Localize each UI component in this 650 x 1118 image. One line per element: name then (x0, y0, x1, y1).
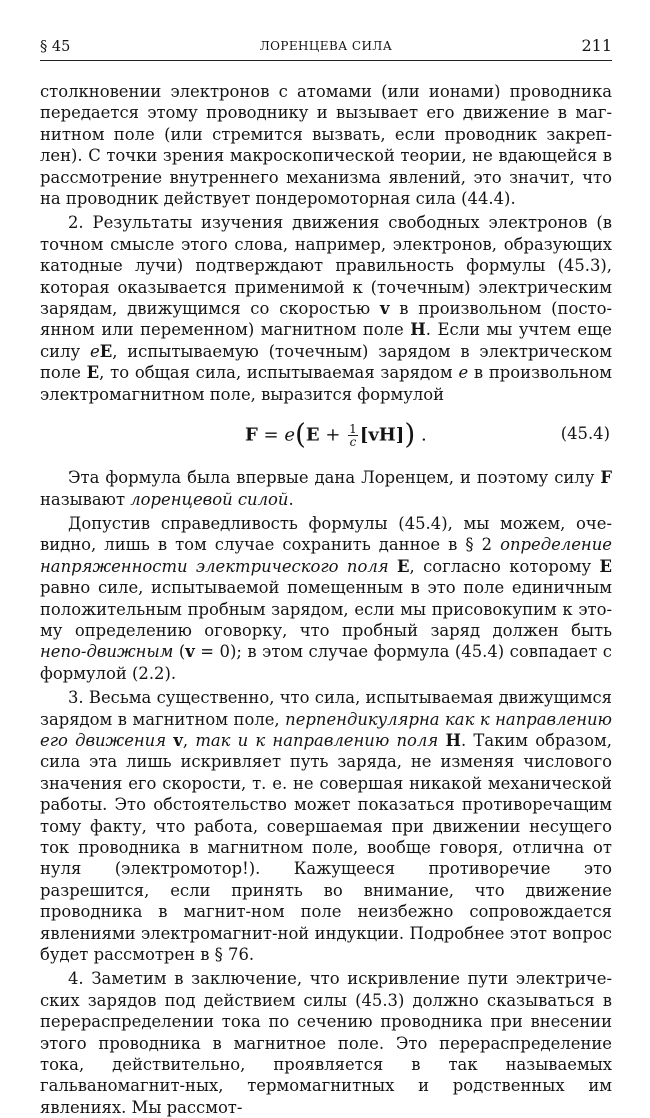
section-number: § 45 (40, 39, 71, 55)
page-header (40, 36, 612, 62)
symbol-H: H (445, 730, 461, 750)
running-title: ЛОРЕНЦЕВА СИЛА (259, 39, 393, 53)
symbol-E: E (99, 341, 113, 361)
symbol-v: v (173, 730, 183, 750)
page-number: 211 (581, 36, 612, 55)
book-page (40, 36, 612, 1118)
formula-expression: F = e(E + $\frac{1}{c}$ [vH]) . (245, 417, 427, 451)
paragraph-6: 4. Заметим в заключение, что искривление пути электриче-ских зарядов под действием силы (45.3) должно сказываться в перераспределении тока по сечению проводника при внесении этого проводника в магнитное поле. Это перераспределение тока, действительно, проявляется в так называемых гальваномагнит-ных, термомагнитных и родственных им явлениях. Мы рассмот- (40, 969, 612, 1117)
symbol-E: E (86, 363, 100, 383)
symbol-v: v (185, 642, 195, 662)
symbol-E: E (599, 556, 612, 576)
lorentz-force-formula (40, 411, 612, 463)
symbol-E: E (397, 556, 410, 576)
header-rule (40, 60, 612, 61)
equation-number: (45.4) (560, 424, 610, 444)
term-lorentz-force: лоренцевой силой (130, 489, 289, 509)
paragraph-4: Допустив справедливость формулы (45.4), мы можем, оче-видно, лишь в том случае сохранить данное в § 2 определение напряженности электрического поля E, согласно которому E равно силе, испытываемой помещенным в это поле единичным положительным пробным зарядом, если мы присовокупим к это-му определению оговорку, что пробный заряд должен быть непо-движным (v = 0); в этом случае формула (45.4) совпадает с формулой (2.2). (40, 513, 612, 683)
page-body (40, 81, 612, 1118)
paragraph-1: столкновении электронов с атомами (или ионами) проводника передается этому проводнику и вызывает его движение в маг-нитном поле (или стремится вызвать, если проводник закреп-лен). С точки зрения макроскопической теории, не вдающейся в рассмотрение внутреннего механизма явлений, это значит, что на проводник действует пондеромоторная сила (44.4). (40, 82, 612, 209)
symbol-H: H (410, 320, 426, 340)
paragraph-5: 3. Весьма существенно, что сила, испытываемая движущимся зарядом в магнитном поле, перпендикулярна как к направлению его движения v, так и к направлению поля H. Таким образом, сила эта лишь искривляет путь заряда, не изменяя числового значения его скорости, т. е. не совершая никакой механической работы. Это обстоятельство может показаться противоречащим тому факту, что работа, совершаемая при движении несущего ток проводника в магнитном поле, вообще говоря, отлична от нуля (электромотор!). Кажущееся противоречие это разрешится, если принять во внимание, что движение проводника в магнит-ном поле неизбежно сопровождается явлениями электромагнит-ной индукции. Подробнее этот вопрос будет рассмотрен в § 76. (40, 688, 612, 965)
right-paren: ) (404, 417, 416, 451)
symbol-e: e (458, 363, 469, 383)
symbol-v: v (379, 299, 390, 319)
left-paren: ( (294, 417, 306, 451)
symbol-e: e (90, 341, 100, 361)
symbol-F: F (600, 468, 612, 488)
paragraph-3: Эта формула была впервые дана Лоренцем, и поэтому силу F называют лоренцевой силой. (40, 468, 612, 509)
fraction: $\frac{1}{c}$ (349, 422, 357, 450)
paragraph-2: 2. Результаты изучения движения свободных электронов (в точном смысле этого слова, например, электронов, образующих катодные лучи) подтверждают правильность формулы (45.3), которая оказывается применимой к (точечным) электрическим зарядам, движущимся со скоростью v в произвольном (посто-янном или переменном) магнитном поле H. Если мы учтем еще силу eE, испытываемую (точечным) зарядом в электрическом поле E, то общая сила, испытываемая зарядом e в произвольном электромагнитном поле, выразится формулой (40, 213, 613, 404)
